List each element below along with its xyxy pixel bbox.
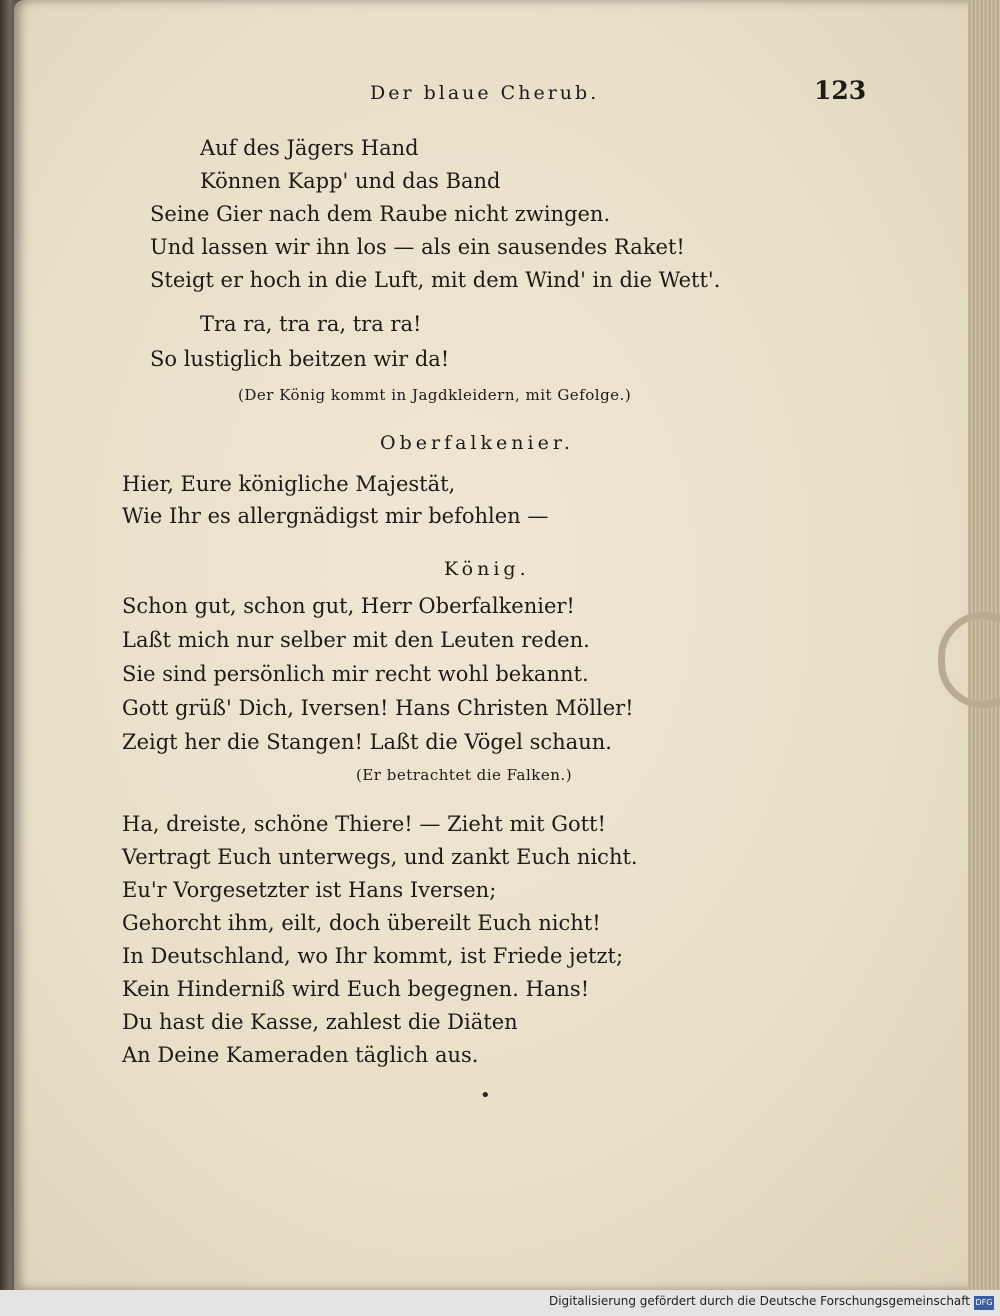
speaker-name: Oberfalkenier. (380, 432, 574, 454)
speech-line: Du hast die Kasse, zahlest die Diäten (122, 1010, 518, 1034)
stage-direction: (Der König kommt in Jagdkleidern, mit Gefolge.) (238, 386, 632, 404)
speech-line: Vertragt Euch unterwegs, und zankt Euch nicht. (122, 845, 638, 869)
speech-line: In Deutschland, wo Ihr kommt, ist Friede jetzt; (122, 944, 624, 968)
verse-line: Können Kapp' und das Band (200, 169, 501, 193)
footer-bar (0, 1290, 1000, 1316)
page-number: 123 (814, 76, 867, 105)
speech-line: Ha, dreiste, schöne Thiere! — Zieht mit Gott! (122, 812, 606, 836)
ink-speck: • (480, 1085, 491, 1106)
footer-credit: Digitalisierung gefördert durch die Deutsche Forschungsgemeinschaft (548, 1294, 970, 1308)
speech-line: Schon gut, schon gut, Herr Oberfalkenier! (122, 594, 575, 618)
running-header: Der blaue Cherub. (370, 82, 600, 104)
speech-line: Laßt mich nur selber mit den Leuten reden. (122, 628, 590, 652)
verse-line: So lustiglich beitzen wir da! (150, 347, 450, 371)
verse-line: Auf des Jägers Hand (200, 136, 419, 160)
verse-line: Steigt er hoch in die Luft, mit dem Wind' in die Wett'. (150, 268, 721, 292)
speech-line: Gott grüß' Dich, Iversen! Hans Christen Möller! (122, 696, 634, 720)
speech-line: Wie Ihr es allergnädigst mir befohlen — (122, 504, 549, 528)
speech-line: Eu'r Vorgesetzter ist Hans Iversen; (122, 878, 497, 902)
speaker-name: König. (444, 558, 530, 580)
verse-line: Und lassen wir ihn los — als ein sausendes Raket! (150, 235, 685, 259)
verse-line: Tra ra, tra ra, tra ra! (200, 312, 422, 336)
speech-line: Hier, Eure königliche Majestät, (122, 472, 456, 496)
stage-direction: (Er betrachtet die Falken.) (356, 766, 573, 784)
verse-line: Seine Gier nach dem Raube nicht zwingen. (150, 202, 611, 226)
speech-line: Gehorcht ihm, eilt, doch übereilt Euch nicht! (122, 911, 601, 935)
speech-line: Zeigt her die Stangen! Laßt die Vögel schaun. (122, 730, 612, 754)
speech-line: Kein Hinderniß wird Euch begegnen. Hans! (122, 977, 590, 1001)
dfg-logo-icon: DFG (974, 1296, 994, 1310)
speech-line: An Deine Kameraden täglich aus. (122, 1043, 479, 1067)
speech-line: Sie sind persönlich mir recht wohl bekannt. (122, 662, 589, 686)
